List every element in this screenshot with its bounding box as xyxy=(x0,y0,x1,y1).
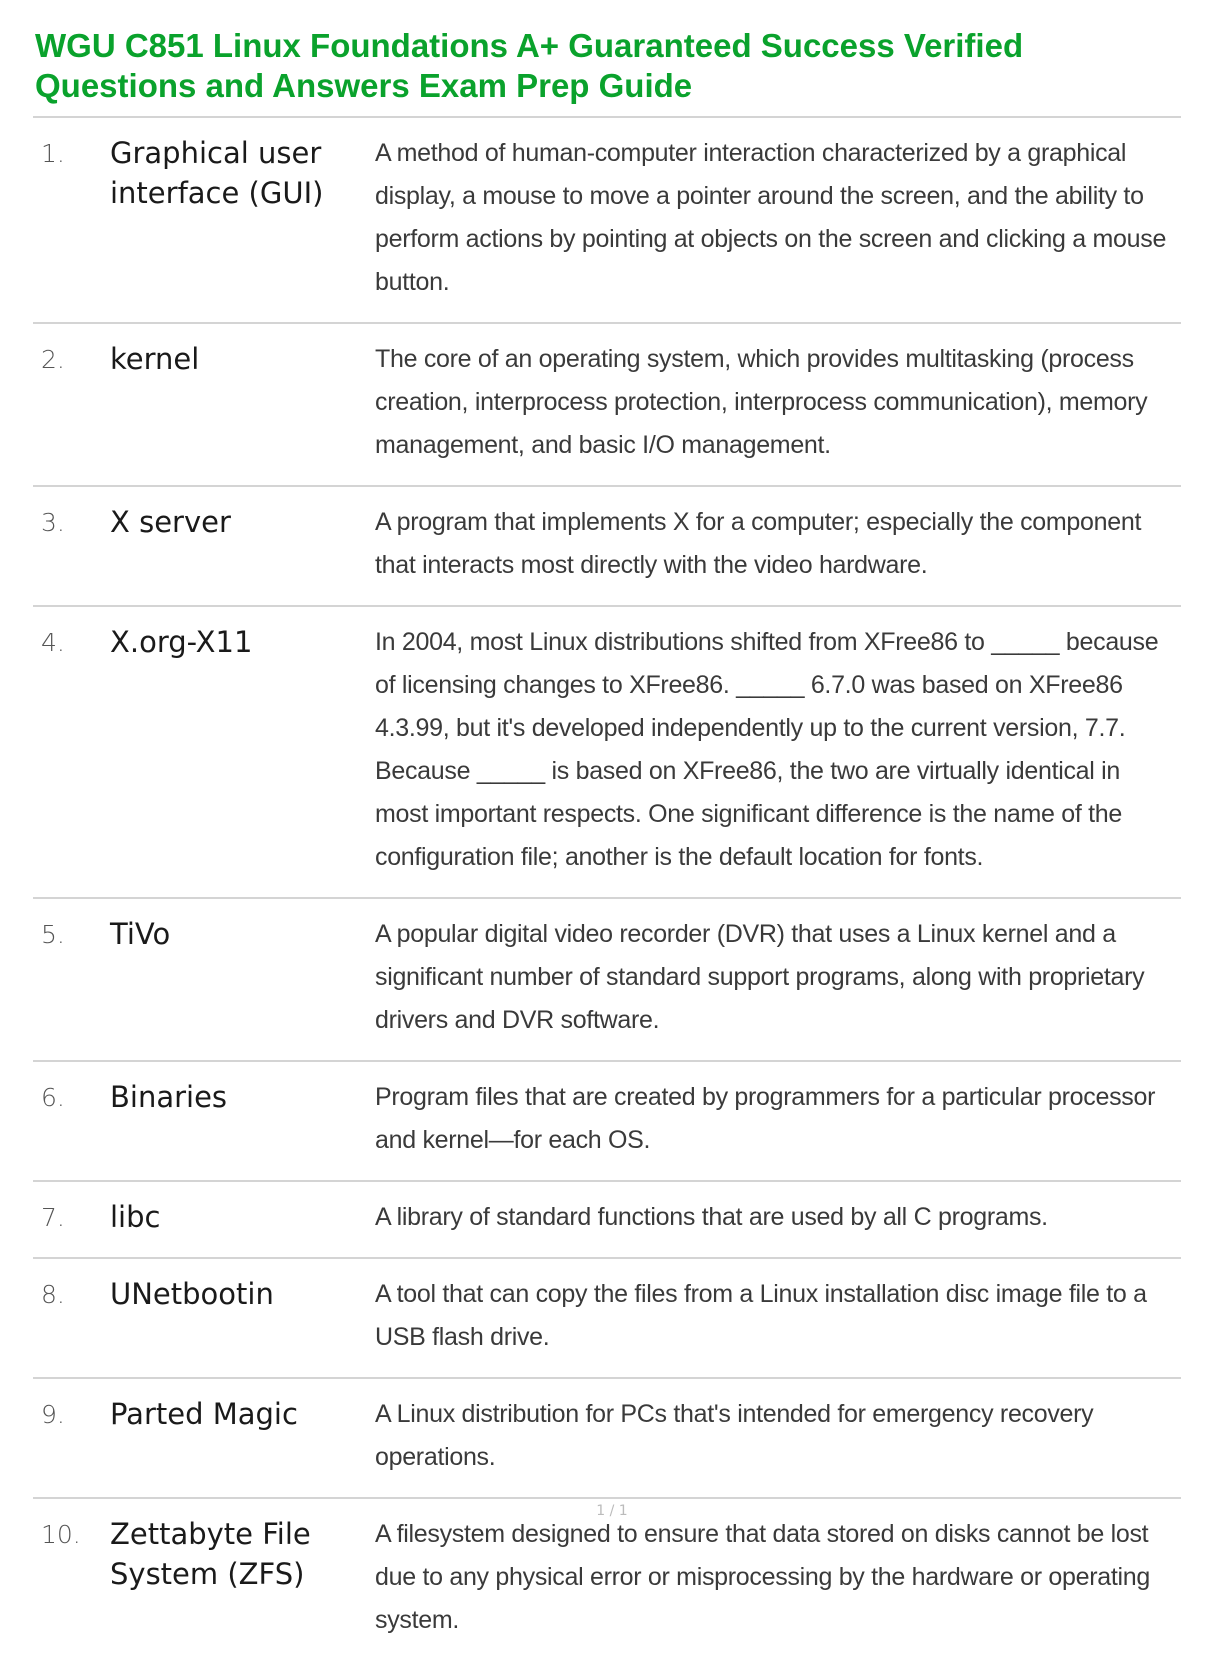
item-definition: The core of an operating system, which provides multitasking (process creation, interprocess protection, interprocess communication), memory management, and basic I/O management. xyxy=(375,345,1148,459)
item-number: 5. xyxy=(41,920,65,949)
qa-list xyxy=(33,118,1181,1660)
item-term: libc xyxy=(110,1200,161,1234)
qa-row xyxy=(33,487,1181,607)
item-term: TiVo xyxy=(110,917,171,951)
item-definition: A library of standard functions that are used by all C programs. xyxy=(375,1203,1048,1231)
qa-row xyxy=(33,1182,1181,1259)
item-number: 8. xyxy=(41,1280,65,1309)
item-number: 6. xyxy=(41,1083,65,1112)
item-term: UNetbootin xyxy=(110,1277,274,1311)
item-number: 4. xyxy=(41,628,65,657)
item-definition: A Linux distribution for PCs that's intended for emergency recovery operations. xyxy=(375,1400,1094,1471)
item-definition: A method of human-computer interaction characterized by a graphical display, a mouse to move a pointer around the screen, and the ability to perform actions by pointing at objects on the screen and clicking a mouse button. xyxy=(375,139,1167,296)
item-number: 9. xyxy=(41,1400,65,1429)
qa-row xyxy=(33,1062,1181,1182)
page-number: 1 / 1 xyxy=(596,1503,628,1519)
item-definition: Program files that are created by programmers for a particular processor and kernel—for each OS. xyxy=(375,1083,1156,1154)
item-number: 7. xyxy=(41,1203,65,1232)
qa-row xyxy=(33,607,1181,899)
qa-row xyxy=(33,1499,1181,1660)
item-number: 2. xyxy=(41,345,65,374)
item-definition: A program that implements X for a computer; especially the component that interacts most directly with the video hardware. xyxy=(375,508,1142,579)
title-line-2: Questions and Answers Exam Prep Guide xyxy=(35,67,693,104)
item-term: Zettabyte File System (ZFS) xyxy=(110,1517,311,1591)
qa-row xyxy=(33,899,1181,1062)
item-definition: In 2004, most Linux distributions shifted from XFree86 to _____ because of licensing changes to XFree86. _____ 6.7.0 was based on XFree86 4.3.99, but it's developed independently up to the current version, 7.7. Because _____ is based on XFree86, the two are virtually identical in most important respects. One significant difference is the name of the configuration file; another is the default location for fonts. xyxy=(375,628,1159,871)
item-term: Graphical user interface (GUI) xyxy=(110,136,324,210)
qa-row xyxy=(33,1259,1181,1379)
item-term: X.org-X11 xyxy=(110,625,253,659)
qa-row xyxy=(33,118,1181,324)
item-definition: A filesystem designed to ensure that data stored on disks cannot be lost due to any physical error or misprocessing by the hardware or operating system. xyxy=(375,1520,1150,1634)
item-definition: A popular digital video recorder (DVR) that uses a Linux kernel and a significant number of standard support programs, along with proprietary drivers and DVR software. xyxy=(375,920,1145,1034)
document-page xyxy=(33,26,1181,1660)
qa-row xyxy=(33,324,1181,487)
item-term: Binaries xyxy=(110,1080,228,1114)
item-term: kernel xyxy=(110,342,200,376)
document-title xyxy=(35,26,1181,106)
qa-row xyxy=(33,1379,1181,1499)
title-line-1: WGU C851 Linux Foundations A+ Guaranteed Success Verified xyxy=(35,27,1024,64)
item-number: 3. xyxy=(41,508,65,537)
item-number: 1. xyxy=(41,139,65,168)
item-term: X server xyxy=(110,505,231,539)
item-number: 10. xyxy=(41,1520,81,1549)
item-term: Parted Magic xyxy=(110,1397,298,1431)
item-definition: A tool that can copy the files from a Linux installation disc image file to a USB flash drive. xyxy=(375,1280,1147,1351)
